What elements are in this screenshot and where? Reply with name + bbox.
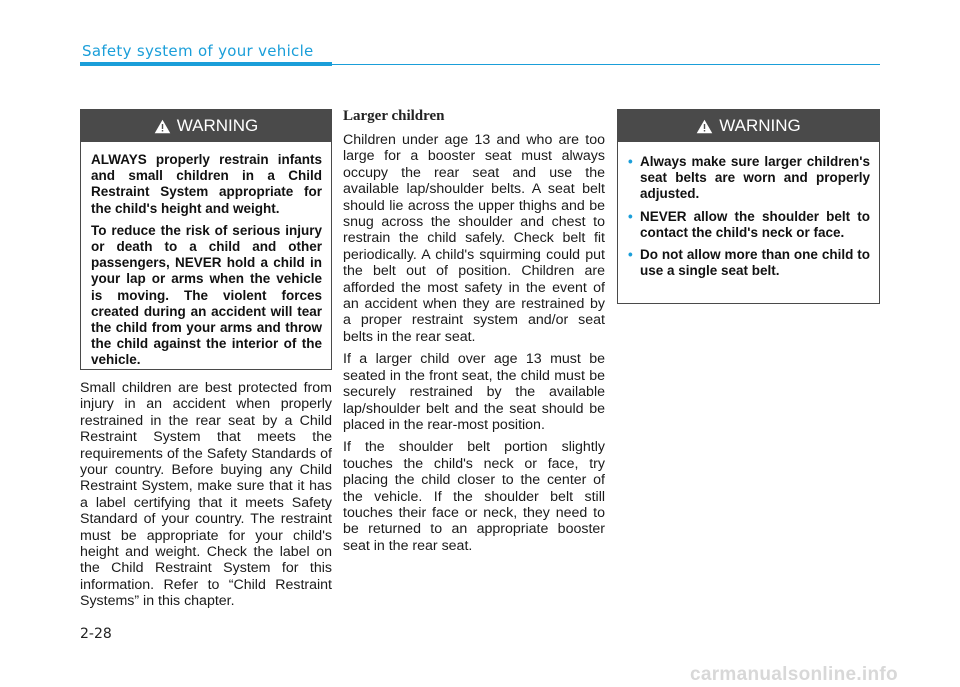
- list-item-text: Always make sure larger children's seat belts are worn and properly adjusted.: [640, 154, 870, 202]
- bullet: •: [628, 247, 633, 263]
- warning-body: [81, 142, 331, 385]
- warning-label: WARNING: [719, 116, 801, 135]
- warning-paragraph: To reduce the risk of serious injury or death to a child and other passengers, NEVER hold a child in your lap or arms when the vehicle is moving. The violent forces created during an accident will tear the child from your arms and throw the child against the interior of the vehicle.: [91, 222, 322, 368]
- warning-triangle-icon: [154, 119, 171, 134]
- warning-label: WARNING: [176, 116, 259, 135]
- watermark: carmanualsonline.info: [690, 664, 898, 685]
- warning-header: [81, 110, 331, 142]
- warning-list: [628, 154, 870, 279]
- header-title: Safety system of your vehicle: [82, 42, 314, 60]
- body-paragraph: If a larger child over age 13 must be seated in the front seat, the child must be securely restrained by the available lap/shoulder belt and the seat should be placed in the rear-most position.: [343, 351, 605, 433]
- list-item-text: NEVER allow the shoulder belt to contact the child's neck or face.: [640, 208, 870, 240]
- warning-triangle-icon: [696, 119, 713, 134]
- body-paragraph: Children under age 13 and who are too large for a booster seat must always occupy the rear seat and use the available lap/shoulder belts. A seat belt should lie across the upper thighs and be snug across the shoulder and chest to restrain the child safely. Check belt fit periodically. A child's squirming could put the belt out of position. Children are afforded the most safety in the event of an accident when they are restrained by a proper restraint system and/or seat belts in the rear seat.: [343, 132, 605, 345]
- header-rule: [332, 64, 880, 65]
- left-column-text: [80, 380, 332, 616]
- warning-header: [618, 110, 879, 142]
- warning-body: [618, 142, 879, 295]
- warning-box-left: [80, 109, 332, 370]
- warning-box-right: [617, 109, 880, 304]
- list-item-text: Do not allow more than one child to use a single seat belt.: [640, 247, 870, 279]
- header-accent-bar: [80, 62, 332, 66]
- body-paragraph: Small children are best protected from injury in an accident when properly restrained in the rear seat by a Child Restraint System that meets the requirements of the Safety Standards of your country. Before buying any Child Restraint System, make sure that it has a label certifying that it meets Safety Standard of your country. The restraint must be appropriate for your child's height and weight. Check the label on the Child Restraint System for this information. Refer to “Child Restraint Systems” in this chapter.: [80, 380, 332, 610]
- list-item: [628, 154, 870, 203]
- bullet: •: [628, 154, 633, 169]
- bullet: •: [628, 208, 633, 224]
- warning-paragraph: ALWAYS properly restrain infants and small children in a Child Restraint System appropriate for the child's height and weight.: [91, 152, 322, 216]
- middle-column-text: [343, 132, 605, 560]
- list-item: [628, 209, 870, 241]
- page-number: 2-28: [80, 626, 112, 642]
- body-paragraph: If the shoulder belt portion slightly touches the child's neck or face, try placing the child closer to the center of the vehicle. If the shoulder belt still touches their face or neck, they need to be returned to an appropriate booster seat in the rear seat.: [343, 439, 605, 554]
- list-item: [628, 247, 870, 279]
- section-heading: Larger children: [343, 108, 445, 124]
